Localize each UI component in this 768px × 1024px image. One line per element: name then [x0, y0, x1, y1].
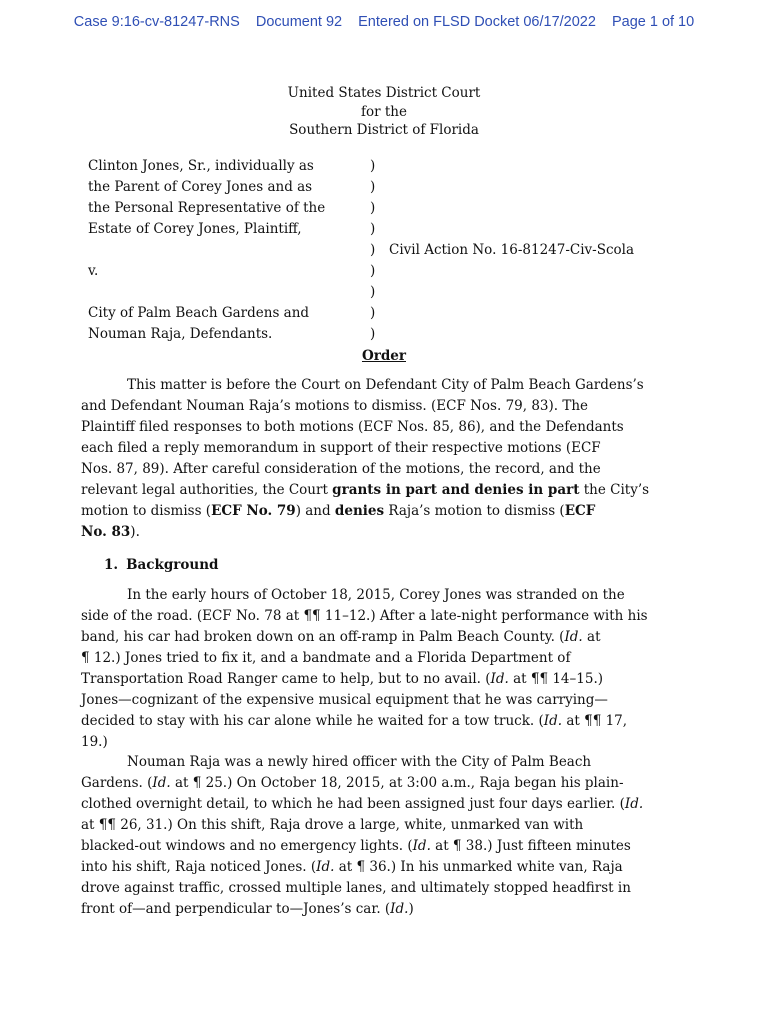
id-citation: Id. [624, 796, 644, 812]
text-line [81, 627, 691, 648]
ruling-bold-text: grants in part and denies in part [332, 482, 580, 498]
paren: ) [370, 179, 376, 195]
caption-line: the Parent of Corey Jones and as [88, 179, 313, 195]
court-for: for the [361, 103, 407, 120]
text-run: ). [130, 524, 140, 540]
court-heading [0, 84, 768, 140]
ecf-reference-bold: ECF [564, 503, 596, 519]
text-run: into his shift, Raja noticed Jones. ( [81, 859, 317, 875]
text-line: side of the road. (ECF No. 78 at ¶¶ 11–12.) After a late-night performance with his [81, 608, 648, 624]
intro-paragraph [81, 375, 691, 543]
caption-line [88, 240, 358, 261]
docket-header-stamp [0, 14, 768, 30]
text-line: drove against traffic, crossed multiple lanes, and ultimately stopped headfirst in [81, 880, 631, 896]
text-run: ) [408, 901, 414, 917]
text-line: Jones—cognizant of the expensive musical equipment that he was carrying— [81, 692, 608, 708]
caption-line: City of Palm Beach Gardens and [88, 305, 310, 321]
text-run: at ¶ 38.) Just fifteen minutes [430, 838, 631, 854]
text-line [81, 480, 691, 501]
text-line: ¶ 12.) Jones tried to fix it, and a bandmate and a Florida Department of [81, 650, 571, 666]
text-line [81, 857, 691, 878]
background-paragraph-1 [81, 585, 691, 753]
text-line [81, 836, 691, 857]
text-line: 19.) [81, 734, 108, 750]
id-citation: Id. [543, 713, 563, 729]
text-line [81, 669, 691, 690]
text-run: at ¶¶ 17, [562, 713, 628, 729]
background-paragraph-2 [81, 752, 691, 920]
text-line: each filed a reply memorandum in support of their respective motions (ECF [81, 440, 601, 456]
caption-line: Nouman Raja, Defendants. [88, 326, 273, 342]
section-heading-background [104, 557, 218, 573]
text-run: Transportation Road Ranger came to help, but to no avail. ( [81, 671, 491, 687]
text-line: This matter is before the Court on Defendant City of Palm Beach Gardens’s [127, 377, 644, 393]
paren: ) [370, 284, 376, 300]
text-line [81, 773, 691, 794]
paren: ) [370, 200, 376, 216]
text-run: motion to dismiss ( [81, 503, 212, 519]
case-number: Case 9:16-cv-81247-RNS [73, 14, 240, 30]
text-line: Nos. 87, 89). After careful consideration of the motions, the record, and the [81, 461, 601, 477]
paren: ) [370, 242, 376, 258]
text-run: band, his car had broken down on an off-ramp in Palm Beach County. ( [81, 629, 565, 645]
docket-entry-date: Entered on FLSD Docket 06/17/2022 [358, 14, 596, 30]
text-run: ) and [295, 503, 335, 519]
caption-line-versus: v. [88, 263, 99, 279]
caption-line: Estate of Corey Jones, Plaintiff, [88, 221, 302, 237]
court-district: Southern District of Florida [289, 122, 479, 138]
text-line [81, 522, 691, 543]
text-run: relevant legal authorities, the Court [81, 482, 333, 498]
caption-line: the Personal Representative of the [88, 200, 326, 216]
text-line [81, 501, 691, 522]
paren: ) [370, 326, 376, 342]
section-title: Background [126, 557, 219, 573]
ecf-reference-bold: ECF No. 79 [211, 503, 296, 519]
id-citation: Id. [390, 901, 409, 917]
text-line: and Defendant Nouman Raja’s motions to dismiss. (ECF Nos. 79, 83). The [81, 398, 589, 414]
caption-line [88, 282, 358, 303]
text-line: Nouman Raja was a newly hired officer with the City of Palm Beach [127, 754, 592, 770]
document-number: Document 92 [255, 14, 343, 30]
text-run: decided to stay with his car alone while he waited for a tow truck. ( [81, 713, 544, 729]
text-line: In the early hours of October 18, 2015, Corey Jones was stranded on the [127, 587, 625, 603]
case-caption-parties [88, 156, 358, 345]
text-line [81, 899, 691, 920]
caption-parentheses [370, 156, 380, 345]
id-citation: Id. [316, 859, 335, 875]
text-run: Gardens. ( [81, 775, 153, 791]
paren: ) [370, 305, 376, 321]
ruling-bold-text: denies [334, 503, 385, 519]
text-line: Plaintiff filed responses to both motions (ECF Nos. 85, 86), and the Defendants [81, 419, 624, 435]
paren: ) [370, 221, 376, 237]
id-citation: Id. [412, 838, 431, 854]
text-run: at [582, 629, 601, 645]
caption-line: Clinton Jones, Sr., individually as [88, 158, 314, 174]
text-run: at ¶ 36.) In his unmarked white van, Raja [334, 859, 623, 875]
text-run: the City’s [579, 482, 650, 498]
id-citation: Id. [490, 671, 509, 687]
paren: ) [370, 263, 376, 279]
order-title: Order [361, 348, 406, 364]
text-line: at ¶¶ 26, 31.) On this shift, Raja drove a large, white, unmarked van with [81, 817, 584, 833]
paren: ) [370, 158, 376, 174]
text-line [81, 794, 691, 815]
text-run: Raja’s motion to dismiss ( [384, 503, 565, 519]
court-name: United States District Court [287, 85, 481, 101]
text-run: front of—and perpendicular to—Jones’s car. ( [81, 901, 391, 917]
id-citation: Id. [152, 775, 171, 791]
id-citation: Id. [564, 629, 583, 645]
page-count: Page 1 of 10 [611, 14, 695, 30]
text-run: at ¶ 25.) On October 18, 2015, at 3:00 a.m., Raja began his plain- [170, 775, 624, 791]
text-run: blacked-out windows and no emergency lights. ( [81, 838, 413, 854]
text-run: at ¶¶ 14–15.) [508, 671, 604, 687]
text-run: clothed overnight detail, to which he had been assigned just four days earlier. ( [81, 796, 625, 812]
ecf-reference-bold: No. 83 [81, 524, 131, 540]
section-number: 1. [104, 557, 119, 573]
text-line [81, 711, 691, 732]
civil-action-number: Civil Action No. 16-81247-Civ-Scola [389, 242, 635, 258]
